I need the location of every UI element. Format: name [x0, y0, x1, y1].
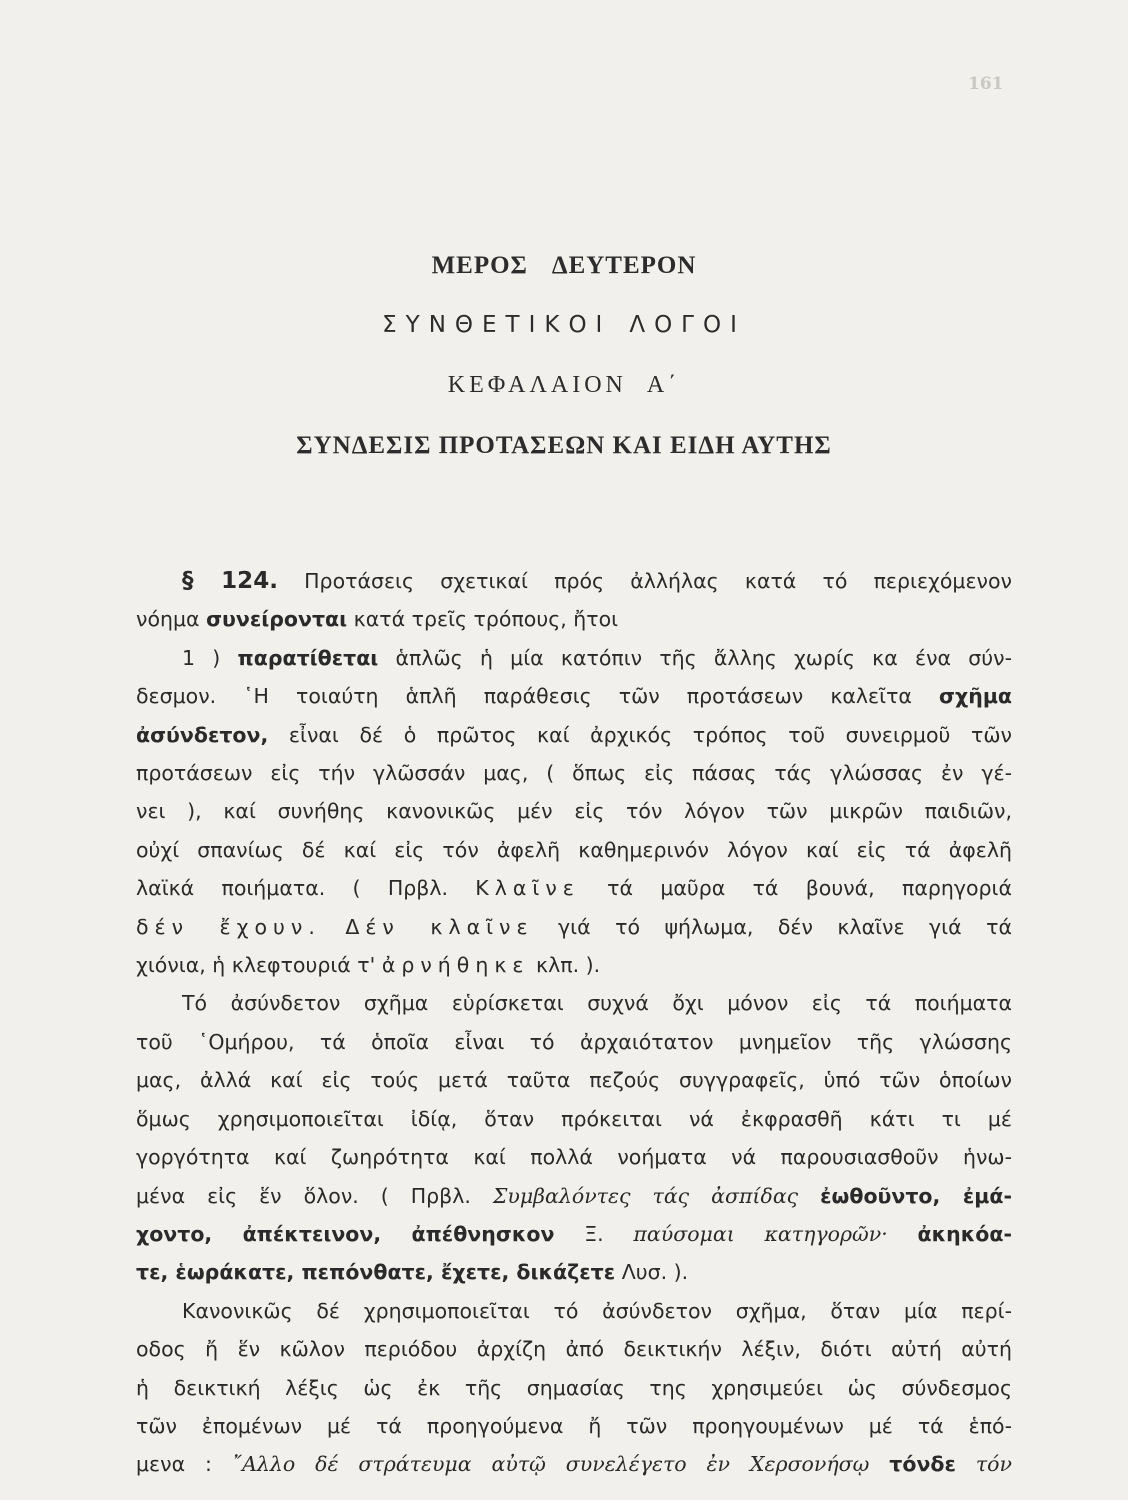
text-line: [136, 984, 1012, 1022]
text-line: [136, 1292, 1012, 1330]
text-run: λαϊκά ποιήματα. ( Πρβλ.: [136, 876, 448, 901]
emphasis-term: ἐωθοῦντο, ἐμά-: [820, 1183, 1012, 1208]
text-line: ὅμως χρησιμοποιεῖται ἰδίᾳ, ὅταν πρόκειται νά ἐκφρασθῆ κάτι τι μέ: [136, 1106, 1012, 1131]
text-run: κλπ. ).: [536, 953, 601, 978]
text-line: [136, 869, 1012, 907]
text-line: [136, 946, 1012, 984]
emphasis-term: τόνδε: [889, 1452, 956, 1477]
paragraph-2: [136, 639, 1012, 985]
spaced-quote: δέν ἔχουν.: [136, 914, 321, 939]
subject-heading-word-2: ΛΟΓΟΙ: [629, 312, 746, 338]
text-line: [136, 716, 1012, 754]
text-run: τά μαῦρα τά βουνά, παρηγοριά: [607, 876, 1012, 901]
paragraph-1: [136, 562, 1012, 639]
text-run: Τό ἀσύνδετον σχῆμα εὑρίσκεται συχνά ὄχι μόνον εἰς τά ποιήματα: [182, 991, 1012, 1016]
text-run: μένα εἰς ἕν ὅλον. ( Πρβλ.: [136, 1183, 471, 1208]
text-line: [136, 1215, 1012, 1253]
emphasis-term: παρατίθεται: [237, 645, 379, 670]
chapter-heading-word-1: ΚΕΦΑΛΑΙΟΝ: [447, 372, 627, 398]
list-number: 1 ): [182, 645, 221, 670]
text-run: Ξ.: [584, 1221, 604, 1246]
text-run: Προτάσεις σχετικαί πρός ἀλλήλας κατά τό περιεχόμενον: [304, 569, 1012, 593]
paragraph-3: [136, 984, 1012, 1291]
text-run: δεσμον. ῾Η τοιαύτη ἁπλῆ παράθεσις τῶν προτάσεων καλεῖτα: [136, 684, 912, 709]
part-heading: [0, 252, 1128, 312]
part-heading-word-2: ΔΕΥΤΕΡΟΝ: [551, 252, 697, 279]
text-run: χιόνια, ἡ κλεφτουριά τ': [136, 953, 376, 978]
text-line: νει ), καί συνήθης κανονικῶς μέν εἰς τόν λόγον τῶν μικρῶν παιδιῶν,: [136, 799, 1012, 824]
text-run: μενα :: [136, 1452, 212, 1477]
italic-quote: τόν: [975, 1452, 1012, 1477]
text-line: [136, 1445, 1012, 1483]
emphasis-term: τε, ἑωράκατε, πεπόνθατε, ἔχετε, δικάζετε: [136, 1260, 616, 1285]
text-run: εἶναι δέ ὁ πρῶτος καί ἀρχικός τρόπος τοῦ συνειρμοῦ τῶν: [288, 722, 1012, 747]
text-line: [136, 1253, 1012, 1291]
subject-heading-word-1: ΣΥΝΘΕΤΙΚΟΙ: [382, 312, 612, 338]
text-line: μας, ἀλλά καί εἰς τούς μετά ταῦτα πεζούς συγγραφεῖς, ὑπό τῶν ὁποίων: [136, 1068, 1012, 1093]
emphasis-term: χοντο, ἀπέκτεινον, ἀπέθνησκον: [136, 1221, 555, 1246]
spaced-quote: Δέν κλαῖνε: [345, 914, 534, 939]
part-heading-word-1: ΜΕΡΟΣ: [431, 252, 528, 279]
text-line: προτάσεων εἰς τήν γλῶσσάν μας, ( ὅπως εἰς πάσας τάς γλώσσας ἐν γέ-: [136, 761, 1012, 786]
text-line: οὐχί σπανίως δέ καί εἰς τόν ἀφελῆ καθημερινόν λόγον καί εἰς τά ἀφελῆ: [136, 837, 1012, 862]
text-line: [136, 1177, 1012, 1215]
chapter-title: ΣΥΝΔΕΣΙΣ ΠΡΟΤΑΣΕΩΝ ΚΑΙ ΕΙΔΗ ΑΥΤΗΣ: [296, 432, 832, 459]
italic-quote: παύσομαι κατηγορῶν·: [633, 1221, 888, 1246]
emphasis-term: συνείρονται: [206, 607, 348, 632]
emphasis-term: σχῆμα: [939, 684, 1012, 709]
text-line: γοργότητα καί ζωηρότητα καί πολλά νοήματα νά παρουσιασθοῦν ἡνω-: [136, 1145, 1012, 1170]
page-number: 161: [968, 74, 1004, 94]
chapter-heading-word-2: Α΄: [646, 372, 681, 398]
text-line: τοῦ ῾Ομήρου, τά ὁποῖα εἶναι τό ἀρχαιότατον μνημεῖον τῆς γλώσσης: [136, 1029, 1012, 1054]
body-text: [136, 562, 1012, 1484]
text-line: οδος ἤ ἕν κῶλον περιόδου ἀρχίζη ἀπό δεικτικήν λέξιν, διότι αὐτή αὐτή: [136, 1337, 1012, 1362]
text-line: [136, 908, 1012, 946]
section-number: § 124.: [182, 568, 278, 594]
text-run: Λυσ. ).: [621, 1260, 689, 1285]
spaced-quote: ἀρνήθηκε: [381, 953, 530, 978]
text-line: τῶν ἐπομένων μέ τά προηγούμενα ἤ τῶν προηγουμένων μέ τά ἑπό-: [136, 1413, 1012, 1438]
subject-heading: [0, 312, 1128, 372]
paragraph-4: [136, 1292, 1012, 1484]
text-line: [136, 600, 1012, 638]
text-line: [136, 677, 1012, 715]
text-line: [136, 562, 1012, 600]
italic-quote: Συμβαλόντες τάς ἀσπίδας: [492, 1183, 799, 1208]
chapter-heading: [0, 372, 1128, 432]
chapter-headings: [0, 252, 1128, 460]
text-run: Κανονικῶς δέ χρησιμοποιεῖται τό ἀσύνδετον σχῆμα, ὅταν μία περί-: [182, 1298, 1012, 1323]
text-line: [136, 639, 1012, 677]
emphasis-term: ἀκηκόα-: [917, 1221, 1012, 1246]
text-run: ἁπλῶς ἡ μία κατόπιν τῆς ἄλλης χωρίς κα ένα σύν-: [395, 645, 1012, 670]
spaced-quote: Κλαῖνε: [475, 876, 580, 901]
text-run: νόημα: [136, 607, 200, 632]
text-run: γιά τό ψήλωμα, δέν κλαῖνε γιά τά: [558, 914, 1012, 939]
emphasis-term: ἀσύνδετον,: [136, 722, 269, 747]
italic-quote: ῎Αλλο δέ στράτευμα αὐτῷ συνελέγετο ἐν Χερσονήσῳ: [231, 1452, 870, 1477]
text-run: κατά τρεῖς τρόπους, ἤτοι: [353, 607, 619, 632]
text-line: ἡ δεικτική λέξις ὡς ἐκ τῆς σημασίας της χρησιμεύει ὡς σύνδεσμος: [136, 1375, 1012, 1400]
